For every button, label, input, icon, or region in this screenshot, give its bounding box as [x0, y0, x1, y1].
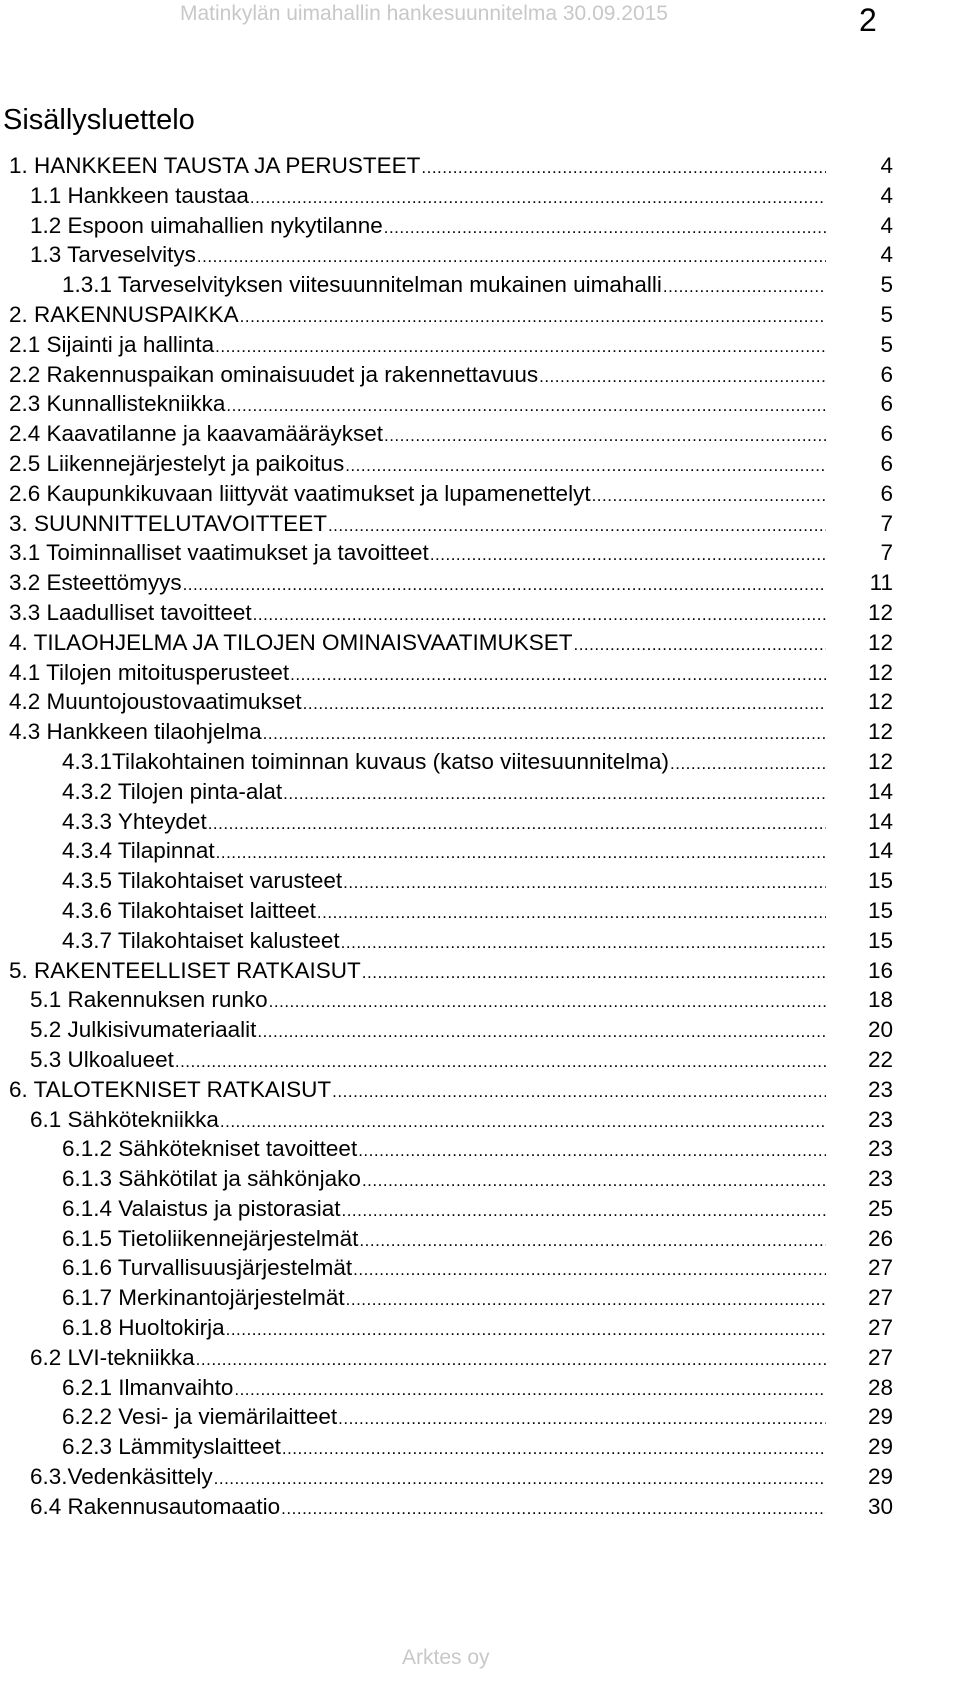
- toc-entry-title: 6.3.Vedenkäsittely: [30, 1464, 213, 1490]
- toc-entry-page: 29: [867, 1404, 893, 1430]
- toc-entry-page: 15: [867, 897, 893, 923]
- toc-entry-title: 4.2 Muuntojoustovaatimukset: [9, 689, 302, 715]
- toc-entry[interactable]: [0, 1253, 960, 1283]
- toc-entry-page: 20: [867, 1017, 893, 1043]
- toc-entry-page: 12: [867, 599, 893, 625]
- toc-entry-page: 6: [880, 361, 893, 387]
- toc-entry-page: 27: [867, 1315, 893, 1341]
- toc-dot-leader: [283, 779, 826, 809]
- toc-entry-title: 5.1 Rakennuksen runko: [30, 987, 268, 1013]
- toc-entry-title: 6.2 LVI-tekniikka: [30, 1344, 195, 1370]
- toc-entry-page: 22: [867, 1046, 893, 1072]
- toc-entry[interactable]: [0, 1432, 960, 1462]
- toc-entry-title: 4. TILAOHJELMA JA TILOJEN OMINAISVAATIMUKSET: [9, 629, 573, 655]
- toc-entry-page: 6: [880, 421, 893, 447]
- toc-dot-leader: [384, 213, 826, 243]
- toc-dot-leader: [358, 1136, 826, 1166]
- toc-entry[interactable]: [0, 777, 960, 807]
- toc-entry-title: 4.3.4 Tilapinnat: [62, 838, 215, 864]
- toc-entry-page: 5: [880, 301, 893, 327]
- toc-entry-title: 5.3 Ulkoalueet: [30, 1046, 174, 1072]
- toc-entry-title: 4.3.6 Tilakohtaiset laitteet: [62, 897, 316, 923]
- toc-dot-leader: [226, 391, 826, 421]
- toc-entry-title: 2. RAKENNUSPAIKKA: [9, 301, 239, 327]
- toc-entry-title: 6.1.7 Merkinantojärjestelmät: [62, 1285, 345, 1311]
- toc-entry-title: 6.2.2 Vesi- ja viemärilaitteet: [62, 1404, 338, 1430]
- toc-entry[interactable]: [0, 1402, 960, 1432]
- toc-entry-page: 27: [867, 1255, 893, 1281]
- toc-entry-page: 4: [880, 153, 893, 178]
- toc-entry-page: 16: [867, 957, 893, 983]
- toc-entry[interactable]: [0, 1224, 960, 1254]
- toc-entry-title: 5.2 Julkisivumateriaalit: [30, 1017, 257, 1043]
- toc-entry[interactable]: [0, 658, 960, 688]
- toc-entry-page: 23: [867, 1106, 893, 1132]
- toc-entry[interactable]: [0, 568, 960, 598]
- toc-entry-page: 29: [867, 1434, 893, 1460]
- toc-entry-title: 2.2 Rakennuspaikan ominaisuudet ja rakennettavuus: [9, 361, 539, 387]
- toc-entry[interactable]: [0, 1075, 960, 1105]
- toc-entry[interactable]: [0, 956, 960, 986]
- toc-entry[interactable]: [0, 1045, 960, 1075]
- toc-dot-leader: [197, 242, 826, 272]
- toc-entry-page: 12: [867, 659, 893, 685]
- toc-entry[interactable]: [0, 687, 960, 717]
- toc-entry[interactable]: [0, 598, 960, 628]
- toc-entry[interactable]: [0, 330, 960, 360]
- toc-entry[interactable]: [0, 151, 960, 181]
- toc-entry-title: 6. TALOTEKNISET RATKAISUT: [9, 1076, 332, 1102]
- toc-entry[interactable]: [0, 1164, 960, 1194]
- toc-dot-leader: [362, 1166, 826, 1196]
- toc-dot-leader: [250, 183, 826, 213]
- toc-dot-leader: [175, 1047, 826, 1077]
- toc-entry-page: 25: [867, 1195, 893, 1221]
- toc-entry[interactable]: [0, 866, 960, 896]
- toc-entry[interactable]: [0, 1283, 960, 1313]
- toc-entry-title: 3.2 Esteettömyys: [9, 570, 182, 596]
- toc-entry-title: 6.1.4 Valaistus ja pistorasiat: [62, 1195, 341, 1221]
- toc-dot-leader: [338, 1404, 826, 1434]
- toc-dot-leader: [430, 540, 826, 570]
- footer-company: Arktes oy: [402, 1646, 490, 1669]
- toc-entry-title: 6.1.6 Turvallisuusjärjestelmät: [62, 1255, 353, 1281]
- toc-entry-page: 15: [867, 927, 893, 953]
- toc-entry[interactable]: [0, 211, 960, 241]
- toc-entry-page: 6: [880, 480, 893, 506]
- toc-entry-title: 6.4 Rakennusautomaatio: [30, 1493, 281, 1519]
- toc-entry-title: 1.3 Tarveselvitys: [30, 242, 196, 268]
- toc-entry[interactable]: [0, 389, 960, 419]
- toc-entry-title: 1.1 Hankkeen taustaa: [30, 182, 249, 208]
- toc-entry-page: 5: [880, 272, 893, 298]
- toc-entry-title: 3. SUUNNITTELUTAVOITTEET: [9, 510, 327, 536]
- toc-entry-page: 29: [867, 1464, 893, 1490]
- toc-entry[interactable]: [0, 181, 960, 211]
- toc-entry-page: 12: [867, 748, 893, 774]
- toc-entry-title: 2.1 Sijainti ja hallinta: [9, 331, 215, 357]
- toc-dot-leader: [240, 302, 826, 332]
- toc-entry-page: 12: [867, 719, 893, 745]
- toc-entry-title: 4.3.3 Yhteydet: [62, 808, 207, 834]
- toc-entry-title: 6.2.3 Lämmityslaitteet: [62, 1434, 281, 1460]
- toc-entry-page: 23: [867, 1166, 893, 1192]
- toc-entry[interactable]: [0, 1194, 960, 1224]
- toc-dot-leader: [332, 1077, 826, 1107]
- toc-entry[interactable]: [0, 240, 960, 270]
- toc-entry[interactable]: [0, 1105, 960, 1135]
- toc-dot-leader: [290, 660, 826, 690]
- toc-entry[interactable]: [0, 807, 960, 837]
- toc-entry-page: 27: [867, 1285, 893, 1311]
- toc-entry[interactable]: [0, 1134, 960, 1164]
- toc-entry[interactable]: [0, 985, 960, 1015]
- toc-dot-leader: [341, 928, 826, 958]
- toc-dot-leader: [362, 958, 826, 988]
- toc-dot-leader: [359, 1226, 826, 1256]
- toc-entry-title: 3.1 Toiminnalliset vaatimukset ja tavoitteet: [9, 540, 429, 566]
- toc-entry-title: 1. HANKKEEN TAUSTA JA PERUSTEET: [9, 153, 421, 178]
- toc-entry[interactable]: [0, 300, 960, 330]
- toc-entry[interactable]: [0, 509, 960, 539]
- toc-entry-page: 28: [867, 1374, 893, 1400]
- toc-dot-leader: [303, 689, 826, 719]
- toc-entry[interactable]: [0, 1313, 960, 1343]
- toc-dot-leader: [421, 153, 826, 183]
- toc-dot-leader: [253, 600, 826, 630]
- toc-entry-title: 6.2.1 Ilmanvaihto: [62, 1374, 234, 1400]
- table-of-contents: [0, 151, 960, 1522]
- toc-entry[interactable]: [0, 479, 960, 509]
- toc-entry-page: 18: [867, 987, 893, 1013]
- toc-entry[interactable]: [0, 1015, 960, 1045]
- toc-dot-leader: [263, 719, 826, 749]
- toc-dot-leader: [215, 332, 826, 362]
- toc-entry[interactable]: [0, 270, 960, 300]
- toc-dot-leader: [573, 630, 826, 660]
- toc-entry-title: 4.1 Tilojen mitoitusperusteet: [9, 659, 290, 685]
- toc-entry-page: 5: [880, 331, 893, 357]
- toc-dot-leader: [214, 1464, 826, 1494]
- document-header-title: Matinkylän uimahallin hankesuunnitelma 30.09.2015: [180, 2, 668, 25]
- toc-entry-title: 1.2 Espoon uimahallien nykytilanne: [30, 212, 383, 238]
- toc-entry-page: 30: [867, 1493, 893, 1519]
- toc-entry-title: 2.5 Liikennejärjestelyt ja paikoitus: [9, 450, 345, 476]
- toc-dot-leader: [384, 421, 826, 451]
- toc-dot-leader: [220, 1107, 826, 1137]
- toc-entry[interactable]: [0, 1343, 960, 1373]
- toc-dot-leader: [196, 1345, 826, 1375]
- toc-dot-leader: [346, 1285, 826, 1315]
- toc-entry-page: 23: [867, 1076, 893, 1102]
- toc-entry[interactable]: [0, 1492, 960, 1522]
- toc-entry[interactable]: [0, 747, 960, 777]
- toc-entry-title: 2.6 Kaupunkikuvaan liittyvät vaatimukset ja lupamenettelyt: [9, 480, 591, 506]
- toc-dot-leader: [257, 1017, 826, 1047]
- toc-entry-page: 23: [867, 1136, 893, 1162]
- toc-entry-page: 15: [867, 868, 893, 894]
- toc-entry-page: 7: [880, 540, 893, 566]
- toc-entry-page: 4: [880, 212, 893, 238]
- toc-dot-leader: [282, 1434, 826, 1464]
- toc-entry[interactable]: [0, 360, 960, 390]
- toc-entry-title: 4.3.7 Tilakohtaiset kalusteet: [62, 927, 340, 953]
- toc-entry-page: 7: [880, 510, 893, 536]
- toc-entry-title: 4.3.5 Tilakohtaiset varusteet: [62, 868, 343, 894]
- toc-entry-page: 26: [867, 1225, 893, 1251]
- toc-dot-leader: [663, 272, 826, 302]
- toc-heading: Sisällysluettelo: [3, 104, 195, 136]
- toc-dot-leader: [328, 511, 826, 541]
- toc-entry-page: 4: [880, 182, 893, 208]
- toc-entry[interactable]: [0, 449, 960, 479]
- toc-entry[interactable]: [0, 538, 960, 568]
- toc-entry-title: 2.3 Kunnallistekniikka: [9, 391, 226, 417]
- toc-entry-title: 5. RAKENTEELLISET RATKAISUT: [9, 957, 361, 983]
- toc-entry-title: 6.1.3 Sähkötilat ja sähkönjako: [62, 1166, 361, 1192]
- toc-entry-title: 6.1.8 Huoltokirja: [62, 1315, 225, 1341]
- toc-entry-page: 4: [880, 242, 893, 268]
- toc-entry-page: 14: [867, 778, 893, 804]
- toc-dot-leader: [216, 838, 826, 868]
- toc-entry[interactable]: [0, 836, 960, 866]
- toc-entry-title: 4.3.1Tilakohtainen toiminnan kuvaus (katso viitesuunnitelma): [62, 748, 669, 774]
- toc-entry-page: 6: [880, 391, 893, 417]
- toc-entry-title: 4.3.2 Tilojen pinta-alat: [62, 778, 283, 804]
- toc-dot-leader: [208, 809, 826, 839]
- toc-entry-title: 1.3.1 Tarveselvityksen viitesuunnitelman mukainen uimahalli: [62, 272, 662, 298]
- toc-entry[interactable]: [0, 628, 960, 658]
- page-number: 2: [859, 2, 877, 38]
- toc-dot-leader: [353, 1255, 826, 1285]
- toc-entry-title: 4.3 Hankkeen tilaohjelma: [9, 719, 262, 745]
- toc-dot-leader: [341, 1196, 826, 1226]
- toc-dot-leader: [343, 868, 826, 898]
- toc-entry[interactable]: [0, 419, 960, 449]
- toc-entry-title: 6.1 Sähkötekniikka: [30, 1106, 219, 1132]
- toc-dot-leader: [269, 987, 826, 1017]
- toc-dot-leader: [281, 1494, 826, 1524]
- toc-entry-page: 14: [867, 808, 893, 834]
- toc-entry[interactable]: [0, 926, 960, 956]
- toc-entry-page: 6: [880, 450, 893, 476]
- toc-dot-leader: [345, 451, 826, 481]
- toc-entry-title: 6.1.2 Sähkötekniset tavoitteet: [62, 1136, 358, 1162]
- toc-entry[interactable]: [0, 1373, 960, 1403]
- toc-dot-leader: [539, 362, 826, 392]
- toc-dot-leader: [317, 898, 826, 928]
- toc-dot-leader: [234, 1375, 826, 1405]
- toc-dot-leader: [226, 1315, 826, 1345]
- toc-entry-page: 14: [867, 838, 893, 864]
- toc-entry-title: 3.3 Laadulliset tavoitteet: [9, 599, 252, 625]
- toc-entry-title: 6.1.5 Tietoliikennejärjestelmät: [62, 1225, 359, 1251]
- toc-entry-page: 12: [867, 629, 893, 655]
- toc-entry-page: 27: [867, 1344, 893, 1370]
- toc-entry-title: 2.4 Kaavatilanne ja kaavamääräykset: [9, 421, 383, 447]
- toc-entry[interactable]: [0, 717, 960, 747]
- toc-dot-leader: [670, 749, 826, 779]
- toc-entry[interactable]: [0, 896, 960, 926]
- toc-entry-page: 12: [867, 689, 893, 715]
- toc-dot-leader: [592, 481, 826, 511]
- toc-dot-leader: [183, 570, 826, 600]
- toc-entry[interactable]: [0, 1462, 960, 1492]
- toc-entry-page: 11: [869, 570, 893, 596]
